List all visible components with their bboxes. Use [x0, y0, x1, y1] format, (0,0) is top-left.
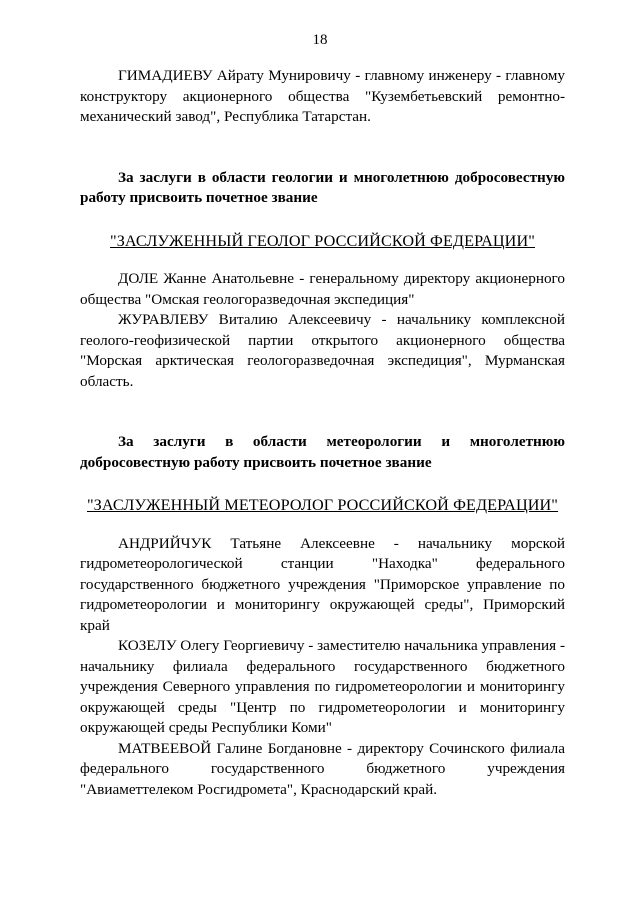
award-paragraph-matveeva: МАТВЕЕВОЙ Галине Богдановне - директору Сочинского филиала федерального государственного бюджетного учреждения "Авиаметтелеком Росгидромета", Краснодарский край. — [80, 739, 565, 798]
page-number: 18 — [312, 32, 328, 48]
award-paragraph-kozel: КОЗЕЛУ Олегу Георгиевичу - заместителю начальника управления - начальнику филиала федерального государственного бюджетного учреждения Северного управления по гидрометеорологии и мониторингу окружающей среды "Центр по гидрометеорологии и мониторингу окружающей среды Республики Коми" — [80, 637, 565, 736]
award-paragraph-zhuravlev: ЖУРАВЛЕВУ Виталию Алексеевичу - начальнику комплексной геолого-геофизической партии открытого акционерного общества "Морская арктическая геологоразведочная экспедиция", Мурманская область. — [80, 311, 565, 390]
award-paragraph-dole: ДОЛЕ Жанне Анатольевне - генеральному директору акционерного общества "Омская геологоразведочная экспедиция" — [80, 270, 565, 308]
section-heading-geology: За заслуги в области геологии и многолетнюю добросовестную работу присвоить почетное звание — [80, 168, 565, 206]
award-paragraph-gimadiev: ГИМАДИЕВУ Айрату Мунировичу - главному инженеру - главному конструктору акционерного общества "Кузембетьевский ремонтно-механический завод", Республика Татарстан. — [80, 67, 565, 125]
award-paragraph-andriychuk: АНДРИЙЧУК Татьяне Алексеевне - начальнику морской гидрометеорологической станции "Находка" федерального государственного бюджетного учреждения "Приморское управление по гидрометеорологии и мониторингу окружающей среды", Приморский край — [80, 534, 565, 634]
title-geologist: "ЗАСЛУЖЕННЫЙ ГЕОЛОГ РОССИЙСКОЙ ФЕДЕРАЦИИ" — [110, 231, 535, 250]
document-body — [80, 66, 565, 800]
title-meteorologist: "ЗАСЛУЖЕННЫЙ МЕТЕОРОЛОГ РОССИЙСКОЙ ФЕДЕРАЦИИ" — [86, 496, 559, 514]
section-heading-meteorology: За заслуги в области метеорологии и многолетнюю добросовестную работу присвоить почетное звание — [80, 433, 565, 471]
